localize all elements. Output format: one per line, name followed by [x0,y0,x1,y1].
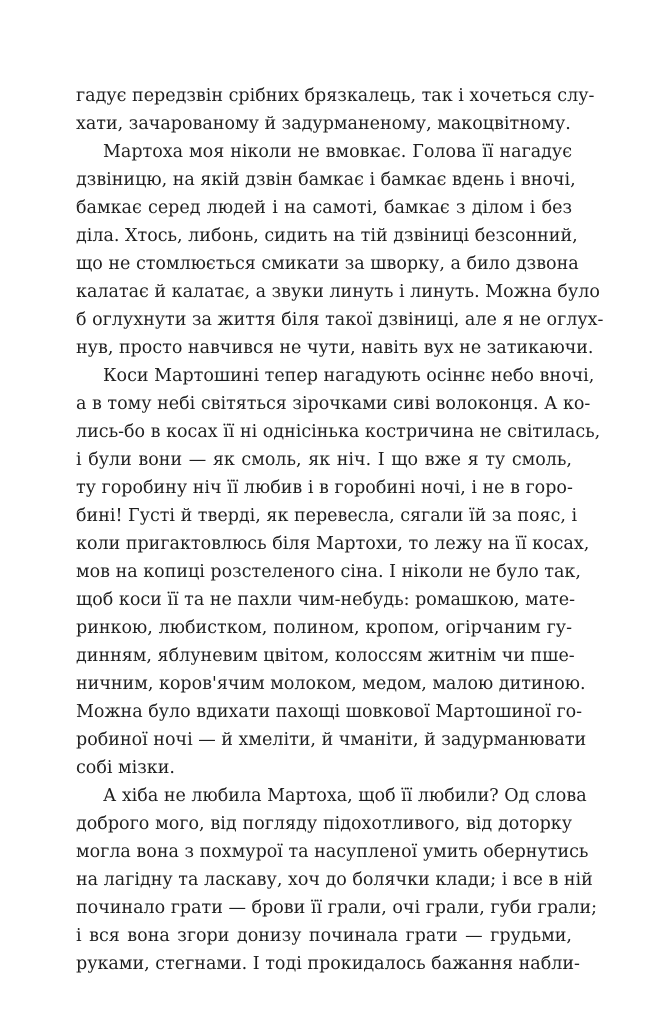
text-line: б оглухнути за життя біля такої дзвіниці, але я не оглух- [76,310,604,330]
text-line: на лагідну та ласкаву, хоч до болячки клади; і все в ній [76,870,593,890]
text-line: мов на копиці розстеленого сіна. І ніколи не було так, [76,562,581,582]
text-line: і вся вона згори донизу починала грати — грудьми, [76,926,572,946]
text-line: ничним, коров'ячим молоком, медом, малою дитиною. [76,674,586,694]
text-line: Коси Мартошині тепер нагадують осіннє небо вночі, [103,366,595,386]
text-line: бамкає серед людей і на самоті, бамкає з ділом і без [76,198,572,218]
text-line: руками, стегнами. І тоді прокидалось бажання набли- [76,954,580,974]
text-line: робиної ночі — й хмеліти, й чманіти, й задурманювати [76,730,587,750]
text-line: що не стомлюється смикати за шворку, а било дзвона [76,254,579,274]
text-line: собі мізки. [76,758,175,778]
text-line: Можна було вдихати пахощі шовкової Мартошиної го- [76,702,583,722]
text-line: діла. Хтось, либонь, сидить на тій дзвіниці безсонний, [76,226,578,246]
text-line: доброго мого, від погляду підохотливого, від доторку [76,814,572,834]
text-line: а в тому небі світяться зірочками сиві волоконця. А ко- [76,394,591,414]
text-line: лись-бо в косах її ні однісінька костричина не світилась, [76,422,601,442]
text-line: коли пригактовлюсь біля Мартохи, то лежу на її косах, [76,534,590,554]
text-line: ту горобину ніч її любив і в горобині ночі, і не в горо- [76,478,573,498]
text-line: Мартоха моя ніколи не вмовкає. Голова її нагадує [103,142,572,162]
text-line: хати, зачарованому й задурманеному, макоцвітному. [76,114,571,134]
text-line: А хіба не любила Мартоха, щоб її любили? Од слова [103,786,587,806]
text-line: ринкою, любистком, полином, кропом, огірчаним гу- [76,618,572,638]
text-line: калатає й калатає, а звуки линуть і линуть. Можна було [76,282,600,302]
text-line: дзвіницю, на якій дзвін бамкає і бамкає вдень і вночі, [76,170,576,190]
text-line: нув, просто навчився не чути, навіть вух не затикаючи. [76,338,594,358]
text-line: бині! Густі й тверді, як перевесла, сягали їй за пояс, і [76,506,578,526]
text-line: гадує передзвін срібних брязкалець, так і хочеться слу- [76,86,595,106]
text-line: динням, яблуневим цвітом, колоссям житнім чи пше- [76,646,575,666]
text-line: починало грати — брови її грали, очі грали, губи грали; [76,898,598,918]
text-line: щоб коси її та не пахли чим-небудь: ромашкою, мате- [76,590,575,610]
text-line: могла вона з похмурої та насупленої умить обернутись [76,842,589,862]
text-line: і були вони — як смоль, як ніч. І що вже я ту смоль, [76,450,572,470]
